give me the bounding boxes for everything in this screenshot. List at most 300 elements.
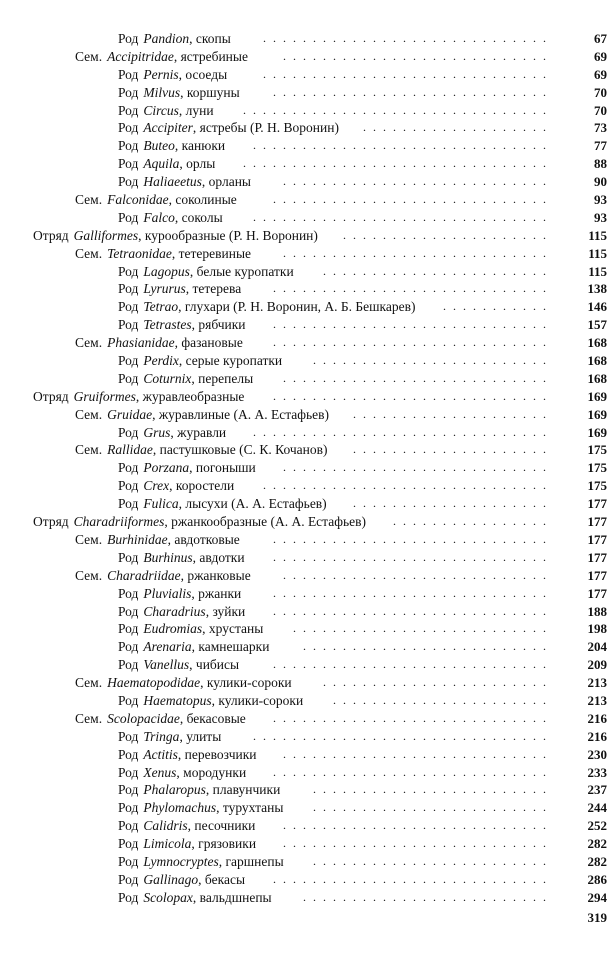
toc-entry (0, 263, 615, 281)
russian-name: , бекасы (198, 871, 246, 887)
latin-name: Gallinago (143, 871, 199, 887)
dot-leader: ............................ (273, 281, 553, 296)
entry-title (75, 406, 329, 424)
russian-name: , авдотки (192, 549, 245, 565)
latin-name: Charadrius (143, 603, 206, 619)
taxon-rank: Сем. (75, 335, 103, 351)
page-ref: 168 (587, 353, 607, 369)
toc-entry (0, 764, 615, 782)
page-ref: 233 (587, 764, 607, 780)
entry-title (75, 48, 248, 66)
entry-title (118, 352, 282, 370)
taxon-rank: Род (118, 549, 139, 565)
page-ref: 204 (587, 639, 607, 655)
russian-name: , мородунки (176, 764, 247, 780)
taxon-rank: Род (118, 353, 139, 369)
page-ref: 93 (594, 209, 607, 225)
russian-name: , курообразные (Р. Н. Воронин) (138, 227, 318, 243)
page-ref: 252 (587, 818, 607, 834)
latin-name: Arenaria (143, 639, 192, 655)
page-ref: 69 (594, 48, 607, 64)
taxon-rank: Отряд (33, 514, 69, 530)
page-ref: 70 (594, 102, 607, 118)
toc-entry (0, 102, 615, 120)
russian-name: , луни (178, 102, 214, 118)
toc-entry (0, 853, 615, 871)
taxon-rank: Род (118, 31, 139, 46)
page-ref: 177 (587, 567, 607, 583)
toc-entry (0, 531, 615, 549)
latin-name: Accipitridae (107, 48, 174, 64)
taxon-rank: Род (118, 621, 139, 637)
russian-name: , орланы (201, 174, 252, 190)
latin-name: Haematopus (143, 692, 212, 708)
dot-leader: ............................ (273, 657, 553, 672)
page-ref: 244 (587, 800, 607, 816)
entry-title (118, 459, 256, 477)
taxon-rank: Род (118, 281, 139, 297)
dot-leader: ........................... (283, 48, 553, 63)
latin-name: Phylomachus (143, 800, 217, 816)
russian-name: , журавлеобразные (135, 388, 245, 404)
entry-title (118, 263, 294, 281)
latin-name: Lagopus (143, 263, 190, 279)
page-ref: 90 (594, 174, 607, 190)
taxon-rank: Род (118, 657, 139, 673)
entry-title (118, 817, 255, 835)
russian-name: , плавунчики (205, 782, 281, 798)
page-ref: 175 (587, 442, 607, 458)
dot-leader: ............................ (273, 531, 553, 546)
russian-name: , ястребиные (173, 48, 248, 64)
latin-name: Milvus (143, 84, 181, 100)
dot-leader: ............................ (273, 871, 553, 886)
page-ref: 115 (588, 245, 607, 261)
russian-name: , журавлиные (А. А. Естафьев) (152, 406, 330, 422)
latin-name: Scolopacidae (107, 710, 180, 726)
page-ref: 88 (594, 156, 607, 172)
page-ref: 169 (587, 388, 607, 404)
toc-entry (0, 495, 615, 513)
dot-leader: ........................ (313, 353, 553, 368)
entry-title (118, 656, 239, 674)
page-ref: 67 (594, 31, 607, 46)
russian-name: , турухтаны (216, 800, 284, 816)
taxon-rank: Род (118, 174, 139, 190)
dot-leader: ................... (363, 120, 553, 135)
latin-name: Grus (143, 424, 171, 440)
dot-leader: ........................... (283, 174, 553, 189)
entry-title (118, 871, 245, 889)
russian-name: , ржанкообразные (А. А. Естафьев) (164, 514, 366, 530)
taxon-rank: Сем. (75, 192, 103, 208)
russian-name: , гаршнепы (218, 853, 284, 869)
page-ref: 175 (587, 460, 607, 476)
latin-name: Falconidae (107, 192, 169, 208)
russian-name: , соколиные (168, 192, 237, 208)
latin-name: Pandion (143, 31, 190, 46)
russian-name: , пастушковые (С. К. Кочанов) (152, 442, 328, 458)
toc-entry (0, 424, 615, 442)
toc-entry (0, 871, 615, 889)
taxon-rank: Род (118, 871, 139, 887)
entry-title (118, 280, 241, 298)
page-ref: 168 (587, 335, 607, 351)
entry-title (118, 137, 225, 155)
dot-leader: ............................. (263, 66, 553, 81)
entry-title (118, 119, 339, 137)
latin-name: Aquila (143, 156, 180, 172)
entry-title (33, 388, 244, 406)
dot-leader: ............................ (273, 585, 553, 600)
latin-name: Charadriiformes (73, 514, 165, 530)
toc-entry (0, 477, 615, 495)
taxon-rank: Род (118, 853, 139, 869)
toc-entry (0, 441, 615, 459)
taxon-rank: Род (118, 156, 139, 172)
taxon-rank: Род (118, 424, 139, 440)
entry-title (118, 66, 227, 84)
toc-entry (0, 817, 615, 835)
taxon-rank: Сем. (75, 245, 103, 261)
latin-name: Tetrao (143, 299, 179, 315)
russian-name: , коршуны (180, 84, 240, 100)
latin-name: Charadriidae (107, 567, 181, 583)
russian-name: , перевозчики (177, 746, 257, 762)
dot-leader: .............................. (253, 209, 553, 224)
taxon-rank: Род (118, 66, 139, 82)
page-ref: 237 (587, 782, 607, 798)
entry-title (118, 102, 214, 120)
taxon-rank: Род (118, 478, 139, 494)
latin-name: Lyrurus (143, 281, 186, 297)
taxon-rank: Род (118, 836, 139, 852)
taxon-rank: Сем. (75, 567, 103, 583)
toc-entry (0, 66, 615, 84)
taxon-rank: Род (118, 800, 139, 816)
toc-entry (0, 781, 615, 799)
taxon-rank: Сем. (75, 675, 103, 691)
taxon-rank: Род (118, 746, 139, 762)
taxon-rank: Отряд (33, 227, 69, 243)
russian-name: , глухари (Р. Н. Воронин, А. Б. Бешкарев) (178, 299, 416, 315)
toc-entry (0, 835, 615, 853)
page-ref: 115 (588, 263, 607, 279)
latin-name: Haematopodidae (107, 675, 201, 691)
latin-name: Vanellus (143, 657, 190, 673)
latin-name: Pluvialis (143, 585, 192, 601)
entry-title (118, 209, 223, 227)
russian-name: , тетерева (185, 281, 242, 297)
latin-name: Eudromias (143, 621, 203, 637)
taxon-rank: Сем. (75, 442, 103, 458)
dot-leader: ........................ (313, 853, 553, 868)
toc-entry (0, 316, 615, 334)
entry-title (118, 746, 257, 764)
taxon-rank: Род (118, 102, 139, 118)
latin-name: Lymnocryptes (143, 853, 219, 869)
russian-name: , бекасовые (179, 710, 246, 726)
latin-name: Xenus (143, 764, 177, 780)
entry-title (118, 155, 215, 173)
page-ref: 282 (587, 853, 607, 869)
page-ref: 73 (594, 120, 607, 136)
entry-title (118, 603, 245, 621)
entry-title (75, 191, 237, 209)
toc-entry (0, 692, 615, 710)
dot-leader: ........................... (283, 836, 553, 851)
dot-leader: .......................... (293, 621, 553, 636)
taxon-rank: Род (118, 138, 139, 154)
dot-leader: ........................... (283, 370, 553, 385)
page-ref: 175 (587, 478, 607, 494)
dot-leader: .............................. (253, 424, 553, 439)
latin-name: Tetrastes (143, 317, 192, 333)
entry-title (118, 30, 231, 48)
russian-name: , скопы (189, 31, 231, 46)
page-ref: 70 (594, 84, 607, 100)
toc-entry (0, 48, 615, 66)
russian-name: , песочники (187, 818, 256, 834)
dot-leader: ........................... (283, 567, 553, 582)
latin-name: Tetraonidae (107, 245, 172, 261)
taxon-rank: Род (118, 782, 139, 798)
dot-leader: ............................ (273, 192, 553, 207)
toc-entry (0, 585, 615, 603)
latin-name: Falco (143, 209, 175, 225)
entry-title (118, 889, 272, 907)
page-ref: 188 (587, 603, 607, 619)
dot-leader: ........................ (313, 782, 553, 797)
russian-name: , лысухи (А. А. Естафьев) (178, 496, 327, 512)
entry-title (118, 370, 253, 388)
toc-entry (0, 370, 615, 388)
dot-leader: .................... (353, 406, 553, 421)
toc-entry (0, 352, 615, 370)
entry-title (118, 316, 246, 334)
latin-name: Crex (143, 478, 170, 494)
taxon-rank: Род (118, 84, 139, 100)
page-ref: 115 (588, 227, 607, 243)
russian-name: , коростели (169, 478, 235, 494)
russian-name: , журавли (170, 424, 227, 440)
toc-entry (0, 191, 615, 209)
russian-name: , канюки (174, 138, 226, 154)
entry-title (118, 620, 263, 638)
toc-entry (0, 746, 615, 764)
russian-name: , ржанки (191, 585, 242, 601)
toc-entry (0, 227, 615, 245)
toc-entry (0, 728, 615, 746)
toc-entry (0, 334, 615, 352)
entry-title (118, 173, 251, 191)
toc-entry (0, 280, 615, 298)
toc-entry (0, 710, 615, 728)
latin-name: Scolopax (143, 889, 193, 905)
latin-name: Pernis (143, 66, 179, 82)
dot-leader: ............................ (273, 84, 553, 99)
dot-leader: ............................ (273, 549, 553, 564)
taxon-rank: Сем. (75, 710, 103, 726)
entry-title (33, 513, 366, 531)
latin-name: Actitis (143, 746, 178, 762)
entry-title (75, 245, 251, 263)
taxon-rank: Сем. (75, 406, 103, 422)
russian-name: , улиты (179, 728, 222, 744)
entry-title (118, 692, 303, 710)
dot-leader: ......................... (303, 639, 553, 654)
latin-name: Porzana (143, 460, 190, 476)
dot-leader: ..................... (343, 227, 553, 242)
page-ref: 213 (587, 692, 607, 708)
page-ref: 209 (587, 657, 607, 673)
toc-entry (0, 459, 615, 477)
dot-leader: ...................... (333, 692, 553, 707)
latin-name: Perdix (143, 353, 179, 369)
russian-name: , осоеды (178, 66, 228, 82)
page-ref: 294 (587, 889, 607, 905)
taxon-rank: Род (118, 209, 139, 225)
russian-name: , хрустаны (202, 621, 264, 637)
latin-name: Rallidae (107, 442, 153, 458)
entry-title (33, 227, 318, 245)
russian-name: , чибисы (189, 657, 240, 673)
page-ref: 177 (587, 496, 607, 512)
entry-title (118, 585, 241, 603)
dot-leader: ................ (393, 514, 553, 529)
toc-entry (0, 620, 615, 638)
toc-entry (0, 173, 615, 191)
toc-entry (0, 549, 615, 567)
toc-entry (0, 799, 615, 817)
entry-title (118, 853, 284, 871)
toc-entry (0, 638, 615, 656)
page-ref: 138 (587, 281, 607, 297)
toc-entry (0, 84, 615, 102)
page-ref: 168 (587, 370, 607, 386)
toc-entry (0, 245, 615, 263)
russian-name: , серые куропатки (178, 353, 283, 369)
latin-name: Phalaropus (143, 782, 206, 798)
dot-leader: ............................ (273, 388, 553, 403)
taxon-rank: Род (118, 585, 139, 601)
taxon-rank: Род (118, 728, 139, 744)
russian-name: , вальдшнепы (192, 889, 272, 905)
russian-name: , зуйки (205, 603, 246, 619)
page-ref: 286 (587, 871, 607, 887)
russian-name: , ржанковые (180, 567, 251, 583)
latin-name: Coturnix (143, 370, 192, 386)
entry-title (118, 549, 245, 567)
toc-entry (0, 155, 615, 173)
entry-title (75, 567, 251, 585)
russian-name: , белые куропатки (189, 263, 294, 279)
taxon-rank: Род (118, 370, 139, 386)
taxon-rank: Род (118, 603, 139, 619)
page-ref: 213 (587, 675, 607, 691)
dot-leader: ............................... (243, 102, 553, 117)
entry-title (75, 710, 246, 728)
toc-entry (0, 298, 615, 316)
toc-entry (0, 603, 615, 621)
dot-leader: ....................... (323, 263, 553, 278)
dot-leader: ........................... (283, 818, 553, 833)
dot-leader: ......................... (303, 889, 553, 904)
taxon-rank: Род (118, 639, 139, 655)
taxon-rank: Отряд (33, 388, 69, 404)
taxon-rank: Род (118, 299, 139, 315)
russian-name: , рябчики (191, 317, 246, 333)
toc-entry (0, 137, 615, 155)
taxon-rank: Род (118, 692, 139, 708)
toc-entry (0, 30, 615, 48)
dot-leader: .................... (353, 442, 553, 457)
page-ref: 177 (587, 585, 607, 601)
page-ref: 177 (587, 549, 607, 565)
taxon-rank: Род (118, 496, 139, 512)
toc-entry (0, 889, 615, 907)
page-ref: 169 (587, 406, 607, 422)
entry-title (118, 298, 416, 316)
entry-title (75, 441, 327, 459)
russian-name: , орлы (179, 156, 216, 172)
toc-entry (0, 388, 615, 406)
russian-name: , соколы (174, 209, 223, 225)
latin-name: Calidris (143, 818, 188, 834)
page-ref: 177 (587, 531, 607, 547)
dot-leader: ............................ (273, 710, 553, 725)
taxon-rank: Род (118, 263, 139, 279)
entry-title (75, 334, 243, 352)
dot-leader: ........................... (283, 245, 553, 260)
entry-title (118, 477, 234, 495)
russian-name: , грязовики (191, 836, 257, 852)
entry-title (118, 799, 283, 817)
taxon-rank: Род (118, 764, 139, 780)
russian-name: , перепелы (191, 370, 254, 386)
toc-entry (0, 513, 615, 531)
latin-name: Tringa (143, 728, 180, 744)
page-ref: 77 (594, 138, 607, 154)
russian-name: , фазановые (174, 335, 243, 351)
dot-leader: .................... (353, 496, 553, 511)
latin-name: Accipiter (143, 120, 193, 136)
russian-name: , кулики-сороки (211, 692, 304, 708)
page-ref: 216 (587, 728, 607, 744)
entry-title (118, 84, 240, 102)
entry-title (118, 495, 327, 513)
latin-name: Limicola (143, 836, 192, 852)
taxon-rank: Род (118, 889, 139, 905)
page-ref: 157 (587, 317, 607, 333)
page-number: 319 (587, 910, 607, 925)
taxon-rank: Род (118, 460, 139, 476)
latin-name: Buteo (143, 138, 175, 154)
latin-name: Burhinidae (107, 531, 168, 547)
dot-leader: ............................. (263, 31, 553, 45)
page-ref: 198 (587, 621, 607, 637)
dot-leader: ........................... (283, 460, 553, 475)
taxon-rank: Род (118, 818, 139, 834)
entry-title (75, 674, 292, 692)
dot-leader: ........... (443, 299, 553, 314)
russian-name: , ястребы (Р. Н. Воронин) (192, 120, 339, 136)
toc-entry (0, 656, 615, 674)
toc-entry (0, 209, 615, 227)
dot-leader: .............................. (253, 728, 553, 743)
page-ref: 146 (587, 299, 607, 315)
latin-name: Burhinus (143, 549, 193, 565)
